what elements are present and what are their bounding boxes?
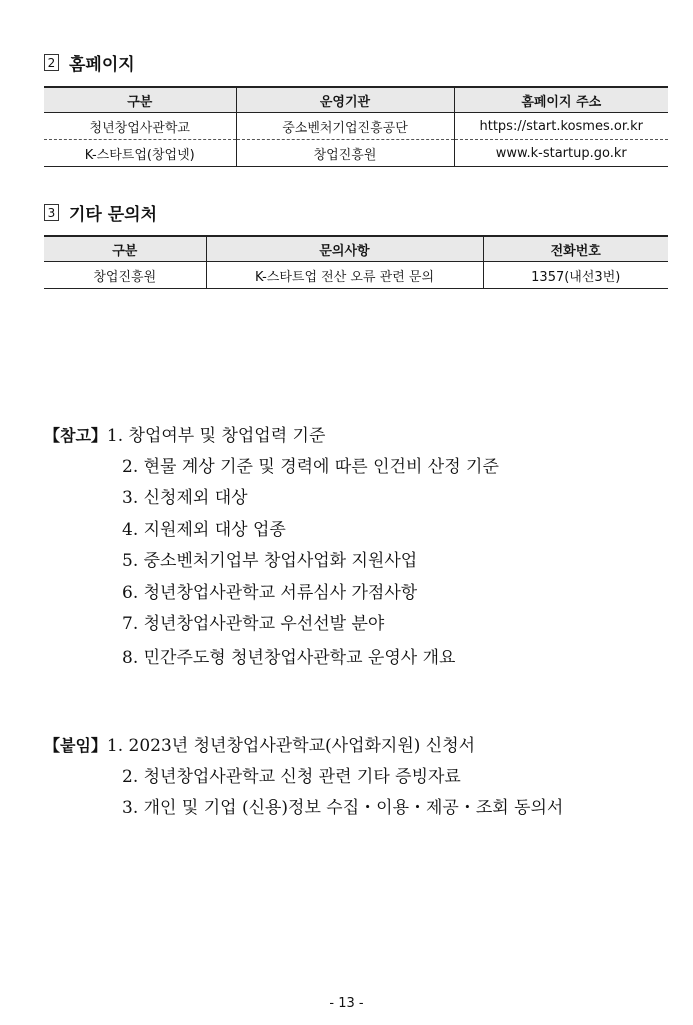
table-header-row — [44, 87, 668, 113]
table-cell: K-스타트업(창업넷) — [44, 140, 236, 167]
column-header: 운영기관 — [236, 87, 454, 113]
list-item — [44, 730, 563, 762]
table-header-row — [44, 236, 668, 262]
table-row — [44, 140, 668, 167]
list-item-text: 1. 창업여부 및 창업업력 기준 — [106, 426, 326, 446]
column-header: 구분 — [44, 236, 206, 262]
table-cell: 창업진흥원 — [236, 140, 454, 167]
column-header: 전화번호 — [483, 236, 668, 262]
list-item: 3. 신청제외 대상 — [122, 488, 248, 508]
page-number: - 13 - — [329, 996, 364, 1011]
list-item-text: 1. 2023년 청년창업사관학교(사업화지원) 신청서 — [106, 736, 476, 756]
column-header: 구분 — [44, 87, 236, 113]
section-homepage-heading — [44, 50, 135, 75]
list-item — [44, 420, 499, 452]
attachment-tag: 【붙임】 — [44, 736, 107, 755]
column-header: 문의사항 — [206, 236, 483, 262]
homepage-link[interactable]: www.k-startup.go.kr — [454, 140, 668, 167]
homepage-link[interactable]: https://start.kosmes.or.kr — [454, 113, 668, 140]
list-item: 4. 지원제외 대상 업종 — [122, 519, 286, 540]
table-cell: 중소벤처기업진흥공단 — [236, 113, 454, 140]
list-item: 5. 중소벤처기업부 창업사업화 지원사업 — [122, 551, 418, 571]
phone-number: 1357(내선3번) — [483, 262, 668, 289]
attachment-list — [44, 730, 563, 825]
table-cell: 창업진흥원 — [44, 262, 206, 289]
reference-list — [44, 420, 499, 674]
table-cell: 청년창업사관학교 — [44, 113, 236, 140]
list-item: 3. 개인 및 기업 (신용)정보 수집・이용・제공・조회 동의서 — [122, 798, 564, 818]
section-number-box: 3 — [44, 204, 59, 221]
list-item: 2. 청년창업사관학교 신청 관련 기타 증빙자료 — [122, 766, 461, 787]
table-cell: K-스타트업 전산 오류 관련 문의 — [206, 262, 483, 289]
list-item: 7. 청년창업사관학교 우선선발 분야 — [122, 614, 385, 634]
homepage-table — [44, 86, 668, 167]
list-item: 8. 민간주도형 청년창업사관학교 운영사 개요 — [122, 647, 456, 668]
section-number-box: 2 — [44, 54, 59, 71]
table-row — [44, 113, 668, 140]
section-contact-heading — [44, 200, 157, 225]
column-header: 홈페이지 주소 — [454, 87, 668, 113]
table-row — [44, 262, 668, 289]
list-item: 6. 청년창업사관학교 서류심사 가점사항 — [122, 582, 418, 603]
list-item: 2. 현물 계상 기준 및 경력에 따른 인건비 산정 기준 — [122, 456, 499, 477]
reference-tag: 【참고】 — [44, 426, 107, 445]
contact-table — [44, 235, 668, 289]
section-title: 기타 문의처 — [69, 205, 158, 225]
section-title: 홈페이지 — [69, 55, 135, 75]
